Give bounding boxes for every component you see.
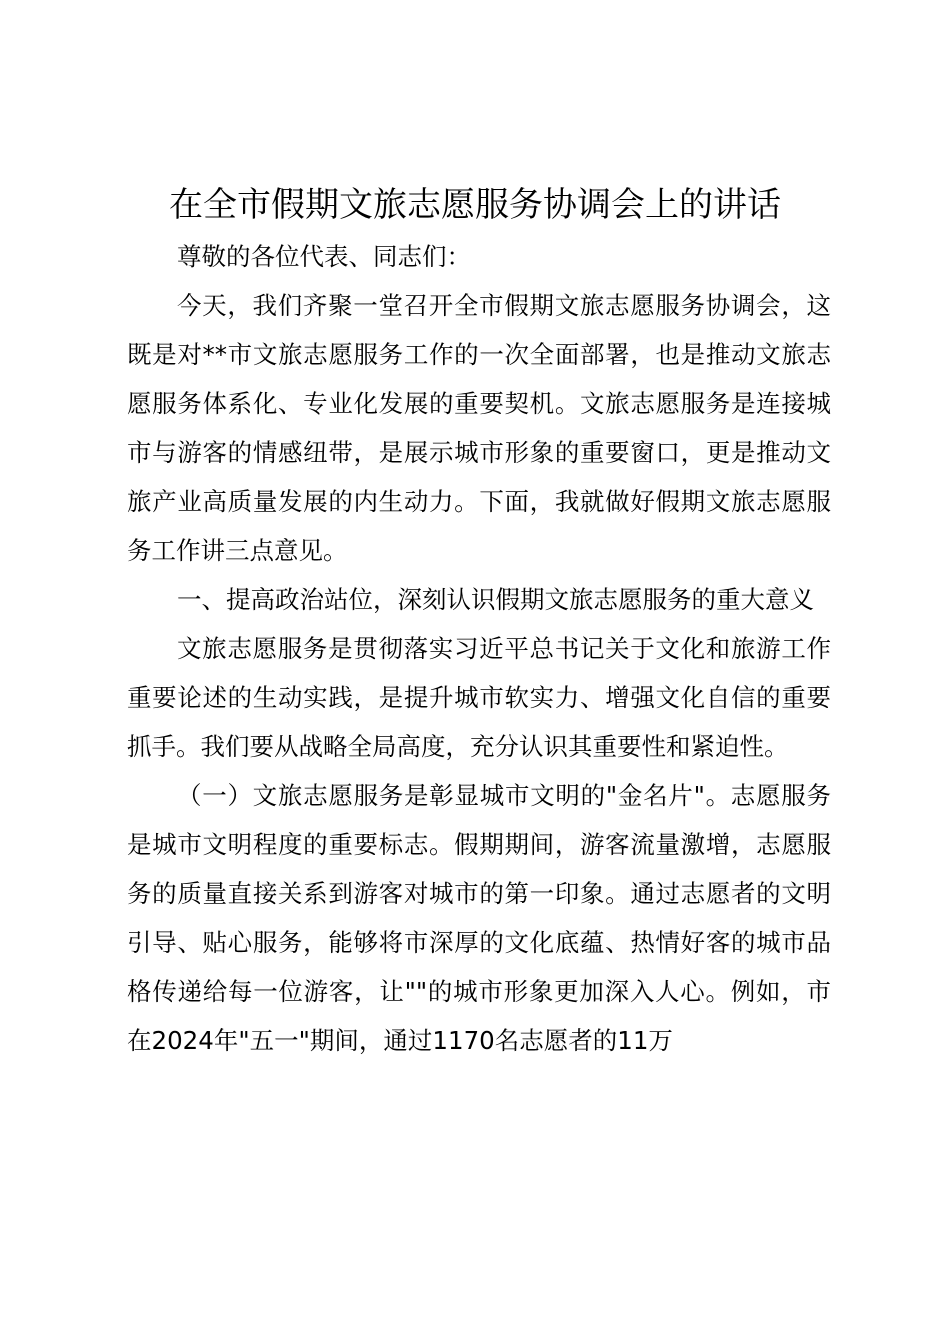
document-body xyxy=(127,232,831,1065)
document-title: 在全市假期文旅志愿服务协调会上的讲话 xyxy=(169,185,781,225)
paragraph-opening: 今天，我们齐聚一堂召开全市假期文旅志愿服务协调会，这既是对**市文旅志愿服务工作的一次全面部署，也是推动文旅志愿服务体系化、专业化发展的重要契机。文旅志愿服务是连接城市与游客的情感纽带，是展示城市形象的重要窗口，更是推动文旅产业高质量发展的内生动力。下面，我就做好假期文旅志愿服务工作讲三点意见。 xyxy=(127,291,831,565)
paragraph-section-1-intro: 文旅志愿服务是贯彻落实习近平总书记关于文化和旅游工作重要论述的生动实践，是提升城市软实力、增强文化自信的重要抓手。我们要从战略全局高度，充分认识其重要性和紧迫性。 xyxy=(127,634,831,761)
paragraph-subsection-1: （一）文旅志愿服务是彰显城市文明的"金名片"。志愿服务是城市文明程度的重要标志。假期期间，游客流量激增，志愿服务的质量直接关系到游客对城市的第一印象。通过志愿者的文明引导、贴心服务，能够将市深厚的文化底蕴、热情好客的城市品格传递给每一位游客，让""的城市形象更加深入人心。例如，市在2024年"五一"期间，通过1170名志愿者的11万 xyxy=(127,781,831,1055)
section-heading-1: 一、提高政治站位，深刻认识假期文旅志愿服务的重大意义 xyxy=(177,585,814,614)
salutation: 尊敬的各位代表、同志们： xyxy=(177,242,471,271)
